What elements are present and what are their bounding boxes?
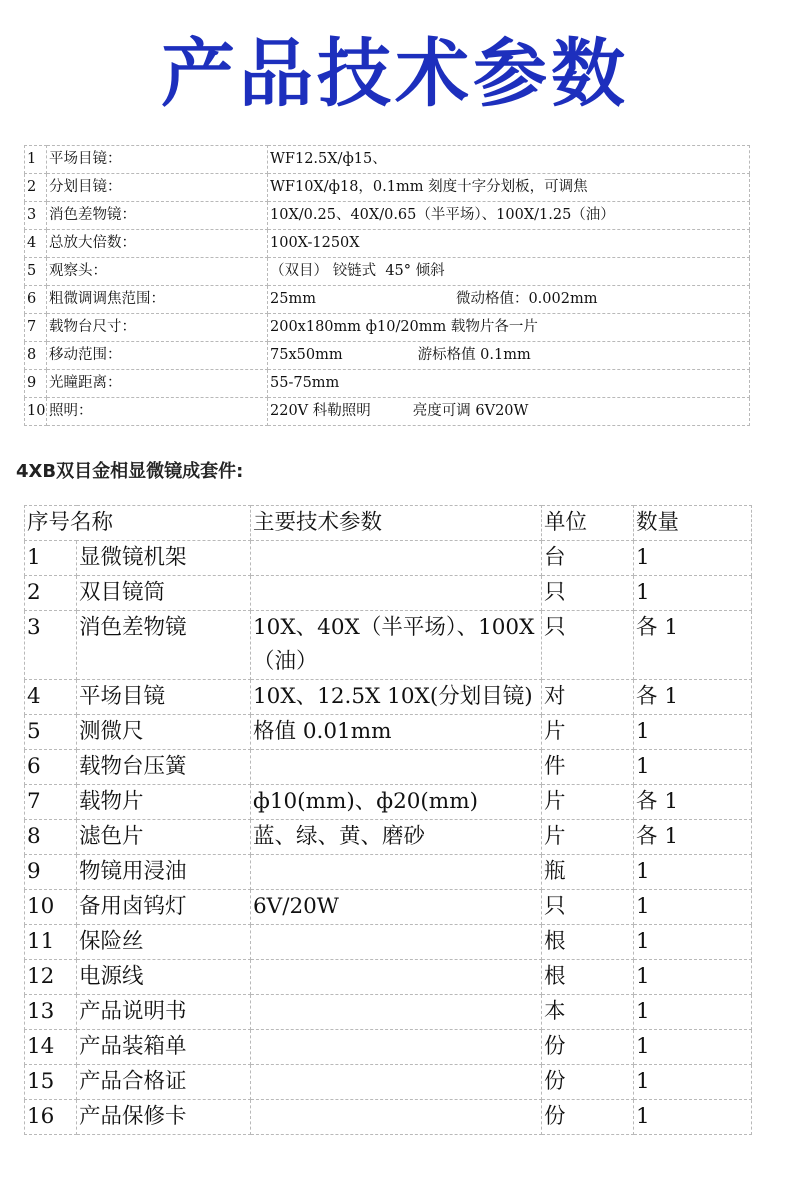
kit-unit: 片 [542, 785, 634, 820]
spec-value-cell [268, 146, 750, 174]
kit-row [25, 1065, 752, 1100]
spec-row [25, 342, 750, 370]
kit-qty: 1 [634, 750, 752, 785]
spec-row [25, 202, 750, 230]
spec-label: 照明： [47, 398, 268, 426]
kit-name: 产品装箱单 [77, 1030, 251, 1065]
kit-row [25, 1030, 752, 1065]
kit-name: 备用卤钨灯 [77, 890, 251, 925]
kit-name: 产品保修卡 [77, 1100, 251, 1135]
spec-number: 10 [25, 398, 47, 426]
kit-number: 7 [25, 785, 77, 820]
kit-unit: 根 [542, 925, 634, 960]
kit-name: 电源线 [77, 960, 251, 995]
spec-table [24, 145, 750, 426]
kit-qty: 1 [634, 541, 752, 576]
spec-label: 粗微调调焦范围： [47, 286, 268, 314]
kit-qty: 各 1 [634, 785, 752, 820]
kit-number: 10 [25, 890, 77, 925]
kit-header-unit: 单位 [542, 506, 634, 541]
kit-name: 物镜用浸油 [77, 855, 251, 890]
kit-title: 4XB双目金相显微镜成套件: [16, 461, 244, 482]
kit-row [25, 890, 752, 925]
page-title: 产品技术参数 [161, 31, 629, 117]
spec-value: WF12.5X/ф15、 [270, 151, 387, 167]
kit-unit: 只 [542, 890, 634, 925]
spec-label: 载物台尺寸： [47, 314, 268, 342]
kit-number: 9 [25, 855, 77, 890]
kit-name: 平场目镜 [77, 680, 251, 715]
kit-spec [251, 855, 542, 890]
kit-number: 12 [25, 960, 77, 995]
kit-number: 16 [25, 1100, 77, 1135]
spec-value-cell [268, 258, 750, 286]
spec-value: 55-75mm [270, 375, 340, 391]
spec-row [25, 230, 750, 258]
spec-value: 200x180mm ф10/20mm 载物片各一片 [270, 319, 538, 335]
kit-row [25, 995, 752, 1030]
kit-qty: 1 [634, 715, 752, 750]
spec-value-secondary: 亮度可调 6V20W [412, 403, 529, 419]
kit-qty: 1 [634, 925, 752, 960]
spec-value-secondary: 微动格值：0.002mm [455, 291, 598, 307]
kit-name: 产品说明书 [77, 995, 251, 1030]
spec-row [25, 398, 750, 426]
spec-value: WF10X/ф18，0.1mm 刻度十字分划板，可调焦 [270, 179, 588, 195]
kit-row [25, 576, 752, 611]
kit-spec: ф10(mm)、ф20(mm) [251, 785, 542, 820]
kit-name: 保险丝 [77, 925, 251, 960]
kit-number: 3 [25, 611, 77, 680]
kit-number: 8 [25, 820, 77, 855]
kit-row [25, 960, 752, 995]
kit-qty: 1 [634, 995, 752, 1030]
spec-value: （双目） 铰链式 45° 倾斜 [270, 263, 445, 279]
kit-spec [251, 1030, 542, 1065]
kit-header-name: 名称 [70, 510, 114, 535]
kit-row [25, 855, 752, 890]
kit-row [25, 541, 752, 576]
spec-row [25, 286, 750, 314]
kit-unit: 份 [542, 1065, 634, 1100]
spec-value-cell [268, 314, 750, 342]
spec-label: 消色差物镜： [47, 202, 268, 230]
kit-qty: 各 1 [634, 611, 752, 680]
kit-spec [251, 995, 542, 1030]
kit-row [25, 925, 752, 960]
kit-header-spec: 主要技术参数 [251, 506, 542, 541]
kit-unit: 根 [542, 960, 634, 995]
spec-number: 7 [25, 314, 47, 342]
kit-row [25, 785, 752, 820]
kit-number: 1 [25, 541, 77, 576]
spec-row [25, 174, 750, 202]
spec-number: 2 [25, 174, 47, 202]
kit-name: 消色差物镜 [77, 611, 251, 680]
kit-number: 5 [25, 715, 77, 750]
kit-number: 6 [25, 750, 77, 785]
kit-qty: 1 [634, 576, 752, 611]
spec-value-cell [268, 370, 750, 398]
kit-qty: 1 [634, 855, 752, 890]
spec-value-cell [268, 286, 750, 314]
kit-name: 产品合格证 [77, 1065, 251, 1100]
kit-name: 滤色片 [77, 820, 251, 855]
kit-unit: 件 [542, 750, 634, 785]
kit-spec: 蓝、绿、黄、磨砂 [251, 820, 542, 855]
spec-value-cell [268, 230, 750, 258]
kit-unit: 片 [542, 715, 634, 750]
kit-unit: 只 [542, 576, 634, 611]
spec-value: 75x50mm [270, 347, 343, 363]
kit-spec [251, 1100, 542, 1135]
kit-qty: 1 [634, 1030, 752, 1065]
kit-qty: 1 [634, 1065, 752, 1100]
kit-table [24, 505, 752, 1135]
kit-name: 测微尺 [77, 715, 251, 750]
kit-unit: 瓶 [542, 855, 634, 890]
spec-value: 220V 科勒照明 [270, 403, 371, 419]
kit-qty: 各 1 [634, 820, 752, 855]
spec-label: 分划目镜： [47, 174, 268, 202]
kit-row [25, 680, 752, 715]
kit-spec: 10X、12.5X 10X(分划目镜) [251, 680, 542, 715]
spec-value-cell [268, 398, 750, 426]
spec-number: 9 [25, 370, 47, 398]
kit-name: 显微镜机架 [77, 541, 251, 576]
kit-spec: 格值 0.01mm [251, 715, 542, 750]
kit-unit: 本 [542, 995, 634, 1030]
spec-number: 5 [25, 258, 47, 286]
kit-number: 14 [25, 1030, 77, 1065]
kit-header-no-name [25, 506, 251, 541]
spec-label: 平场目镜： [47, 146, 268, 174]
kit-row [25, 715, 752, 750]
spec-row [25, 146, 750, 174]
kit-qty: 1 [634, 890, 752, 925]
kit-number: 2 [25, 576, 77, 611]
kit-row [25, 820, 752, 855]
kit-row [25, 1100, 752, 1135]
spec-row [25, 370, 750, 398]
kit-spec [251, 1065, 542, 1100]
kit-row [25, 750, 752, 785]
spec-label: 总放大倍数： [47, 230, 268, 258]
kit-spec [251, 925, 542, 960]
spec-label: 光瞳距离： [47, 370, 268, 398]
spec-label: 观察头： [47, 258, 268, 286]
kit-header-qty: 数量 [634, 506, 752, 541]
spec-value: 10X/0.25、40X/0.65（半平场）、100X/1.25（油） [270, 207, 615, 223]
kit-spec: 10X、40X（半平场）、100X（油） [251, 611, 542, 680]
kit-unit: 份 [542, 1030, 634, 1065]
spec-row [25, 314, 750, 342]
spec-value-cell [268, 202, 750, 230]
spec-number: 8 [25, 342, 47, 370]
kit-number: 13 [25, 995, 77, 1030]
spec-value: 100X-1250X [270, 235, 360, 251]
kit-number: 11 [25, 925, 77, 960]
kit-spec [251, 750, 542, 785]
kit-number: 15 [25, 1065, 77, 1100]
kit-unit: 对 [542, 680, 634, 715]
spec-value-cell [268, 342, 750, 370]
spec-label: 移动范围： [47, 342, 268, 370]
kit-spec [251, 541, 542, 576]
kit-name: 载物台压簧 [77, 750, 251, 785]
kit-unit: 片 [542, 820, 634, 855]
kit-header-no: 序号 [27, 510, 71, 535]
spec-row [25, 258, 750, 286]
spec-value: 25mm [270, 291, 316, 307]
kit-header-row [25, 506, 752, 541]
spec-value-cell [268, 174, 750, 202]
kit-unit: 只 [542, 611, 634, 680]
kit-number: 4 [25, 680, 77, 715]
kit-spec [251, 576, 542, 611]
spec-number: 1 [25, 146, 47, 174]
spec-value-secondary: 游标格值 0.1mm [417, 347, 531, 363]
kit-qty: 各 1 [634, 680, 752, 715]
kit-unit: 台 [542, 541, 634, 576]
kit-spec: 6V/20W [251, 890, 542, 925]
spec-number: 4 [25, 230, 47, 258]
kit-row [25, 611, 752, 680]
spec-number: 6 [25, 286, 47, 314]
spec-number: 3 [25, 202, 47, 230]
kit-unit: 份 [542, 1100, 634, 1135]
kit-spec [251, 960, 542, 995]
kit-qty: 1 [634, 960, 752, 995]
kit-qty: 1 [634, 1100, 752, 1135]
kit-name: 载物片 [77, 785, 251, 820]
kit-name: 双目镜筒 [77, 576, 251, 611]
